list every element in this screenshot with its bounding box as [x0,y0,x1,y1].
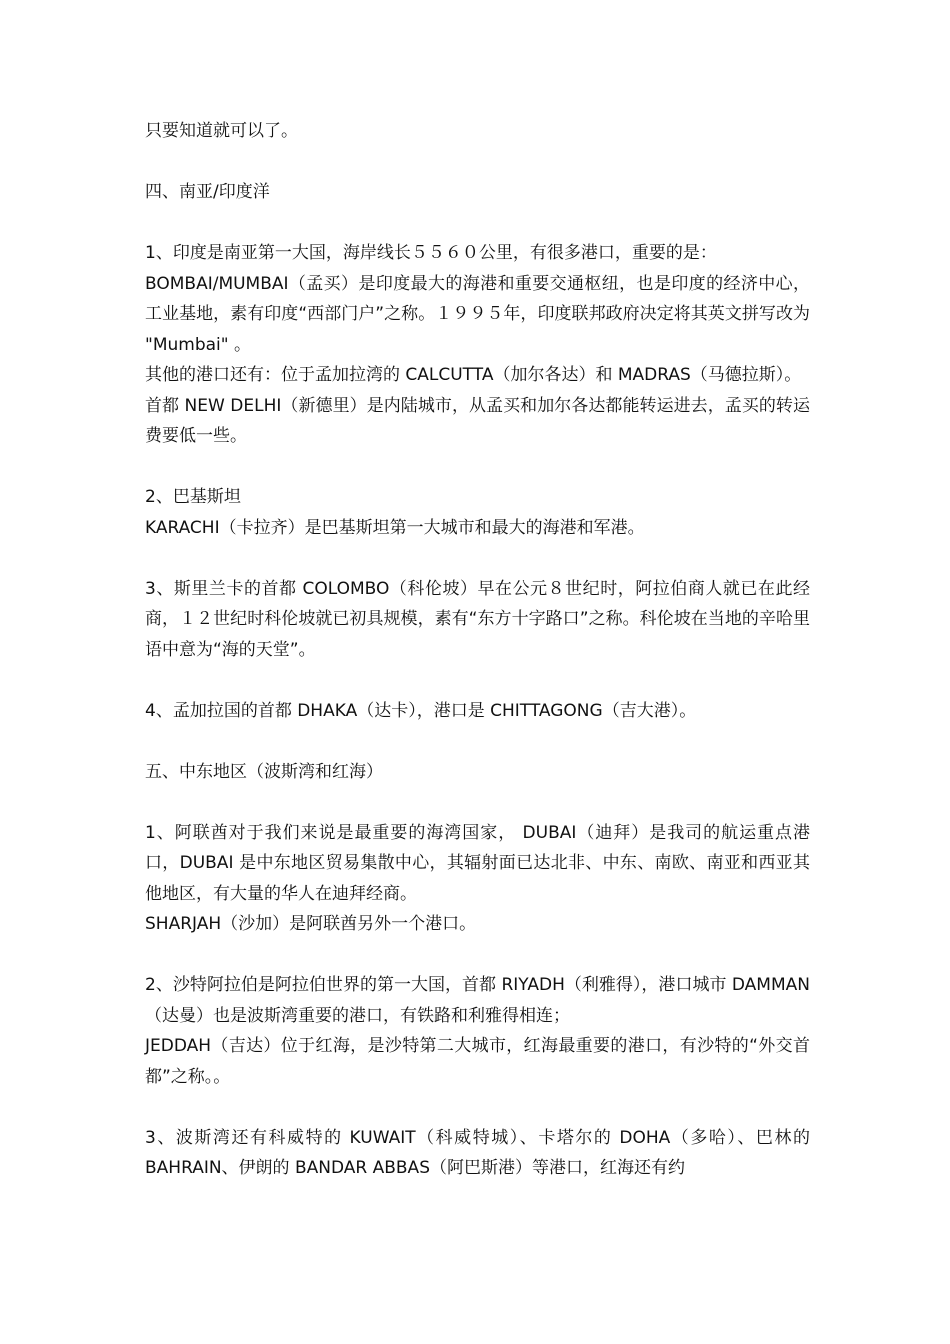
section-heading: 四、南亚/印度洋 [145,182,270,202]
paragraph: 首都 NEW DELHI（新德里）是内陆城市，从孟买和加尔各达都能转运进去，孟买的转运费要低一些。 [145,395,810,446]
paragraph: BOMBAI/MUMBAI（孟买）是印度最大的海港和重要交通枢纽，也是印度的经济中心，工业基地，素有印度“西部门户”之称。１９９５年，印度联邦政府决定将其英文拼写改为 "Mumbai" 。 [145,273,810,355]
paragraph-gap [145,940,810,971]
section-heading: 五、中东地区（波斯湾和红海） [145,761,383,782]
paragraph: 3、波斯湾还有科威特的 KUWAIT（科威特城）、卡塔尔的 DOHA（多哈）、巴林的 BAHRAIN、伊朗的 BANDAR ABBAS（阿巴斯港）等港口，红海还有约 [145,1127,810,1178]
paragraph: KARACHI（卡拉齐）是巴基斯坦第一大城市和最大的海港和军港。 [145,517,645,538]
paragraph: 1、阿联酋对于我们来说是最重要的海湾国家， DUBAI（迪拜）是我司的航运重点港口，DUBAI 是中东地区贸易集散中心，其辐射面已达北非、中东、南欧、南亚和西亚其他地区，有大量的华人在迪拜经商。 [145,822,810,904]
paragraph-gap [145,147,810,178]
paragraph-gap [145,665,810,696]
paragraph-gap [145,208,810,239]
paragraph: 2、巴基斯坦 [145,487,241,507]
paragraph-gap [145,787,810,818]
paragraph: 1、印度是南亚第一大国，海岸线长５５６０公里，有很多港口，重要的是： [145,243,717,263]
paragraph: 3、斯里兰卡的首都 COLOMBO（科伦坡）早在公元８世纪时，阿拉伯商人就已在此经商，１２世纪时科伦坡就已初具规模，素有“东方十字路口”之称。科伦坡在当地的辛哈里语中意为“海的天堂”。 [145,578,810,660]
paragraph: 2、沙特阿拉伯是阿拉伯世界的第一大国，首都 RIYADH（利雅得），港口城市 DAMMAN（达曼）也是波斯湾重要的港口，有铁路和利雅得相连； [145,975,810,1026]
paragraph: JEDDAH（吉达）位于红海，是沙特第二大城市，红海最重要的港口，有沙特的“外交首都”之称。。 [145,1036,810,1087]
paragraph-gap [145,543,810,574]
paragraph-gap [145,726,810,757]
paragraph: 只要知道就可以了。 [145,121,298,141]
paragraph: 4、孟加拉国的首都 DHAKA（达卡），港口是 CHITTAGONG（吉大港）。 [145,700,697,721]
paragraph-gap [145,452,810,483]
paragraph-gap [145,1092,810,1123]
paragraph: SHARJAH（沙加）是阿联酋另外一个港口。 [145,914,477,934]
paragraph: 其他的港口还有：位于孟加拉湾的 CALCUTTA（加尔各达）和 MADRAS（马德拉斯）。 [145,365,802,385]
document-body [145,116,810,1184]
